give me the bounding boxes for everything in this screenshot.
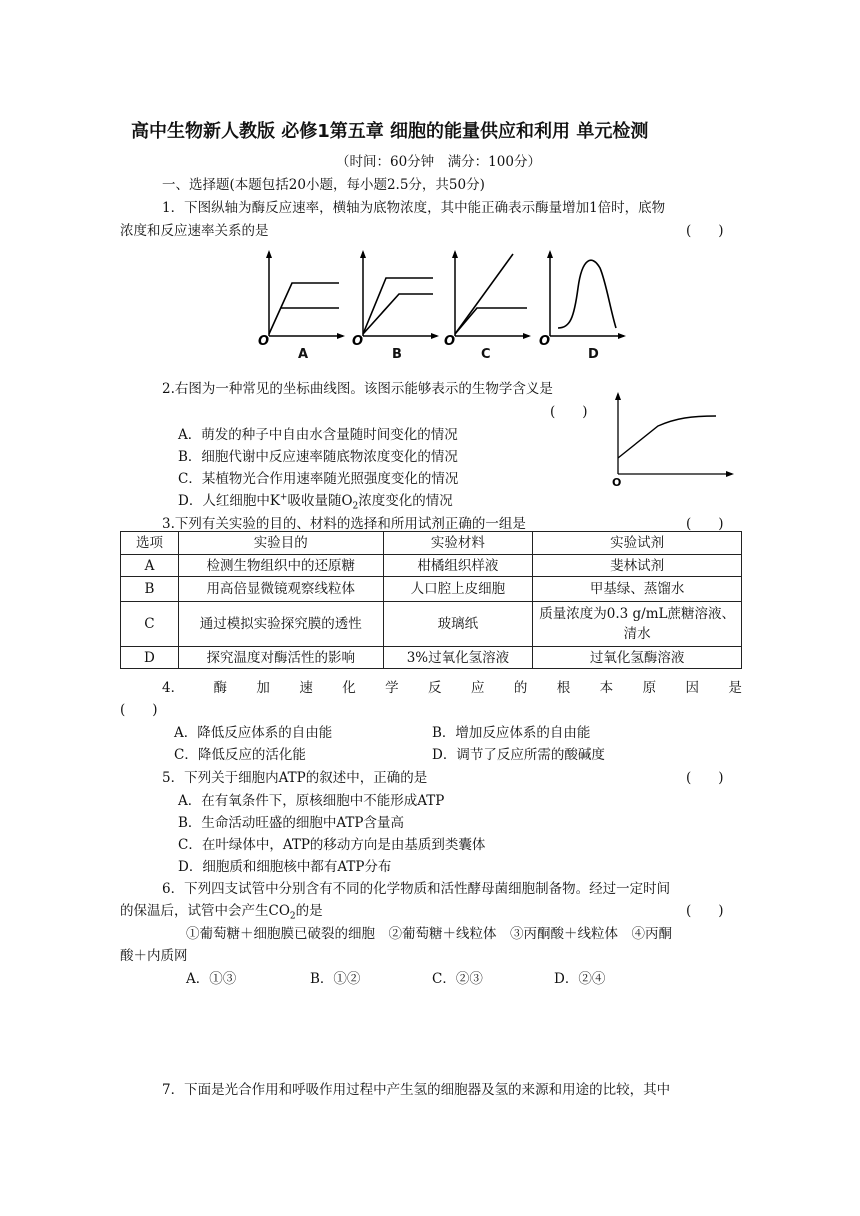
q4-stem-char: 因 xyxy=(685,680,699,696)
table-cell: 检测生物组织中的还原糖 xyxy=(178,555,383,577)
q1-graph-a xyxy=(255,248,347,346)
q4-stem-char: 的 xyxy=(513,680,528,696)
section-heading: 一、选择题(本题包括20小题，每小题2.5分，共50分) xyxy=(162,177,485,193)
q2-option-a: A．萌发的种子中自由水含量随时间变化的情况 xyxy=(178,427,458,443)
q4-stem-char: 应 xyxy=(470,680,485,696)
q4-option-b: B．增加反应体系的自由能 xyxy=(432,725,591,741)
table-cell: A xyxy=(121,555,179,577)
q6-items-line2: 酸＋内质网 xyxy=(120,948,188,964)
q2-option-d-sub: 2 xyxy=(352,501,359,512)
q5-option-d: D．细胞质和细胞核中都有ATP分布 xyxy=(178,859,392,875)
q1-label-d: D xyxy=(588,347,599,362)
q1-graph-b-origin: O xyxy=(352,334,364,346)
table-cell: B xyxy=(121,577,179,602)
table-header-cell: 实验试剂 xyxy=(533,532,742,555)
q2-option-d-mid: 吸收量随O xyxy=(287,493,353,509)
q5-option-a: A．在有氧条件下，原核细胞中不能形成ATP xyxy=(178,793,445,809)
q1-graph-d xyxy=(536,248,628,346)
q1-graph-b xyxy=(349,248,441,346)
table-cell: 人口腔上皮细胞 xyxy=(383,577,533,602)
page-title: 高中生物新人教版 必修1第五章 细胞的能量供应和利用 单元检测 xyxy=(131,121,649,142)
q2-option-d xyxy=(178,489,453,512)
q2-option-b: B．细胞代谢中反应速率随底物浓度变化的情况 xyxy=(178,449,458,465)
q1-graph-d-origin: O xyxy=(539,334,551,346)
q6-line2-pre: 的保温后，试管中会产生CO xyxy=(120,903,290,919)
q1-label-a: A xyxy=(298,347,309,362)
q6-items-line1: ①葡萄糖＋细胞膜已破裂的细胞 ②葡萄糖＋线粒体 ③丙酮酸＋线粒体 ④丙酮 xyxy=(186,926,672,942)
table-row xyxy=(121,555,742,577)
table-header-cell: 实验目的 xyxy=(178,532,383,555)
q4-stem-char: 化 xyxy=(342,680,356,696)
q5-option-b: B．生命活动旺盛的细胞中ATP含量高 xyxy=(178,815,405,831)
q4-stem-char: 酶 xyxy=(213,680,227,696)
q4-stem-char: 加 xyxy=(256,680,270,696)
q7-line1: 7．下面是光合作用和呼吸作用过程中产生氢的细胞器及氢的来源和用途的比较，其中 xyxy=(162,1082,671,1098)
q4-option-d: D．调节了反应所需的酸碱度 xyxy=(432,747,605,763)
q6-line2-sub: 2 xyxy=(289,911,296,922)
table-row xyxy=(121,602,742,647)
q4-answer-bracket: ( ) xyxy=(120,702,158,718)
q4-stem-char: 反 xyxy=(428,680,442,696)
q6-option-d: D．②④ xyxy=(554,971,606,987)
q2-option-c: C．某植物光合作用速率随光照强度变化的情况 xyxy=(178,471,459,487)
table-cell: 探究温度对酶活性的影响 xyxy=(178,647,383,669)
q6-option-c: C．②③ xyxy=(432,971,483,987)
q1-label-c: C xyxy=(481,347,491,362)
q4-stem-char: 原 xyxy=(642,680,657,696)
q4-stem-char: 4． xyxy=(162,680,185,696)
q3-answer-bracket: ( ) xyxy=(686,516,724,532)
q1-graph-c-origin: O xyxy=(444,334,456,346)
table-cell: 过氧化氢酶溶液 xyxy=(533,647,742,669)
q4-stem xyxy=(162,676,742,696)
q4-stem-char: 是 xyxy=(728,680,742,696)
q1-graph-a-origin: O xyxy=(258,334,270,346)
table-cell: D xyxy=(121,647,179,669)
q1-line2: 浓度和反应速率关系的是 xyxy=(120,223,269,239)
q6-option-a: A．①③ xyxy=(186,971,237,987)
q4-stem-char: 速 xyxy=(299,680,313,696)
table-cell: 用高倍显微镜观察线粒体 xyxy=(178,577,383,602)
q1-label-b: B xyxy=(392,347,402,362)
q2-option-d-sup: + xyxy=(279,492,288,503)
q4-option-a: A．降低反应体系的自由能 xyxy=(174,725,333,741)
q2-answer-bracket: ( ) xyxy=(550,404,588,420)
q5-stem: 5．下列关于细胞内ATP的叙述中，正确的是 xyxy=(162,770,428,786)
q5-option-c: C．在叶绿体中，ATP的移动方向是由基质到类囊体 xyxy=(178,837,486,853)
q5-answer-bracket: ( ) xyxy=(686,770,724,786)
table-cell: 质量浓度为0.3 g/mL蔗糖溶液、清水 xyxy=(533,602,742,647)
q3-stem: 3.下列有关实验的目的、材料的选择和所用试剂正确的一组是 xyxy=(162,516,526,532)
table-cell: C xyxy=(121,602,179,647)
q6-line1: 6．下列四支试管中分别含有不同的化学物质和活性酵母菌细胞制备物。经过一定时间 xyxy=(162,881,671,897)
table-cell: 3%过氧化氢溶液 xyxy=(383,647,533,669)
q1-graph-c xyxy=(441,248,533,346)
q6-option-b: B．①② xyxy=(310,971,361,987)
table-cell: 柑橘组织样液 xyxy=(383,555,533,577)
q2-option-d-pre: D．人红细胞中K xyxy=(178,493,280,509)
q3-table xyxy=(120,531,742,669)
table-row xyxy=(121,647,742,669)
q1-answer-bracket: ( ) xyxy=(686,223,724,239)
table-cell: 斐林试剂 xyxy=(533,555,742,577)
table-header-cell: 实验材料 xyxy=(383,532,533,555)
exam-info: （时间：60分钟 满分：100分） xyxy=(336,154,541,170)
q2-stem: 2.右图为一种常见的坐标曲线图。该图示能够表示的生物学含义是 xyxy=(162,381,553,397)
q2-graph-origin: O xyxy=(612,476,622,489)
q4-option-c: C．降低反应的活化能 xyxy=(174,747,306,763)
q4-stem-char: 学 xyxy=(385,680,399,696)
q2-option-d-post: 浓度变化的情况 xyxy=(358,493,453,509)
q4-stem-char: 本 xyxy=(599,680,614,696)
q6-line2 xyxy=(120,899,323,922)
q6-line2-post: 的是 xyxy=(295,903,323,919)
table-cell: 玻璃纸 xyxy=(383,602,533,647)
table-cell: 通过模拟实验探究膜的透性 xyxy=(178,602,383,647)
table-row xyxy=(121,577,742,602)
table-header-row xyxy=(121,532,742,555)
q6-answer-bracket: ( ) xyxy=(686,903,724,919)
q2-graph xyxy=(606,390,736,490)
table-cell: 甲基绿、蒸馏水 xyxy=(533,577,742,602)
q1-line1: 1．下图纵轴为酶反应速率，横轴为底物浓度，其中能正确表示酶量增加1倍时，底物 xyxy=(162,200,666,216)
table-header-cell: 选项 xyxy=(121,532,179,555)
q4-stem-char: 根 xyxy=(556,680,571,696)
